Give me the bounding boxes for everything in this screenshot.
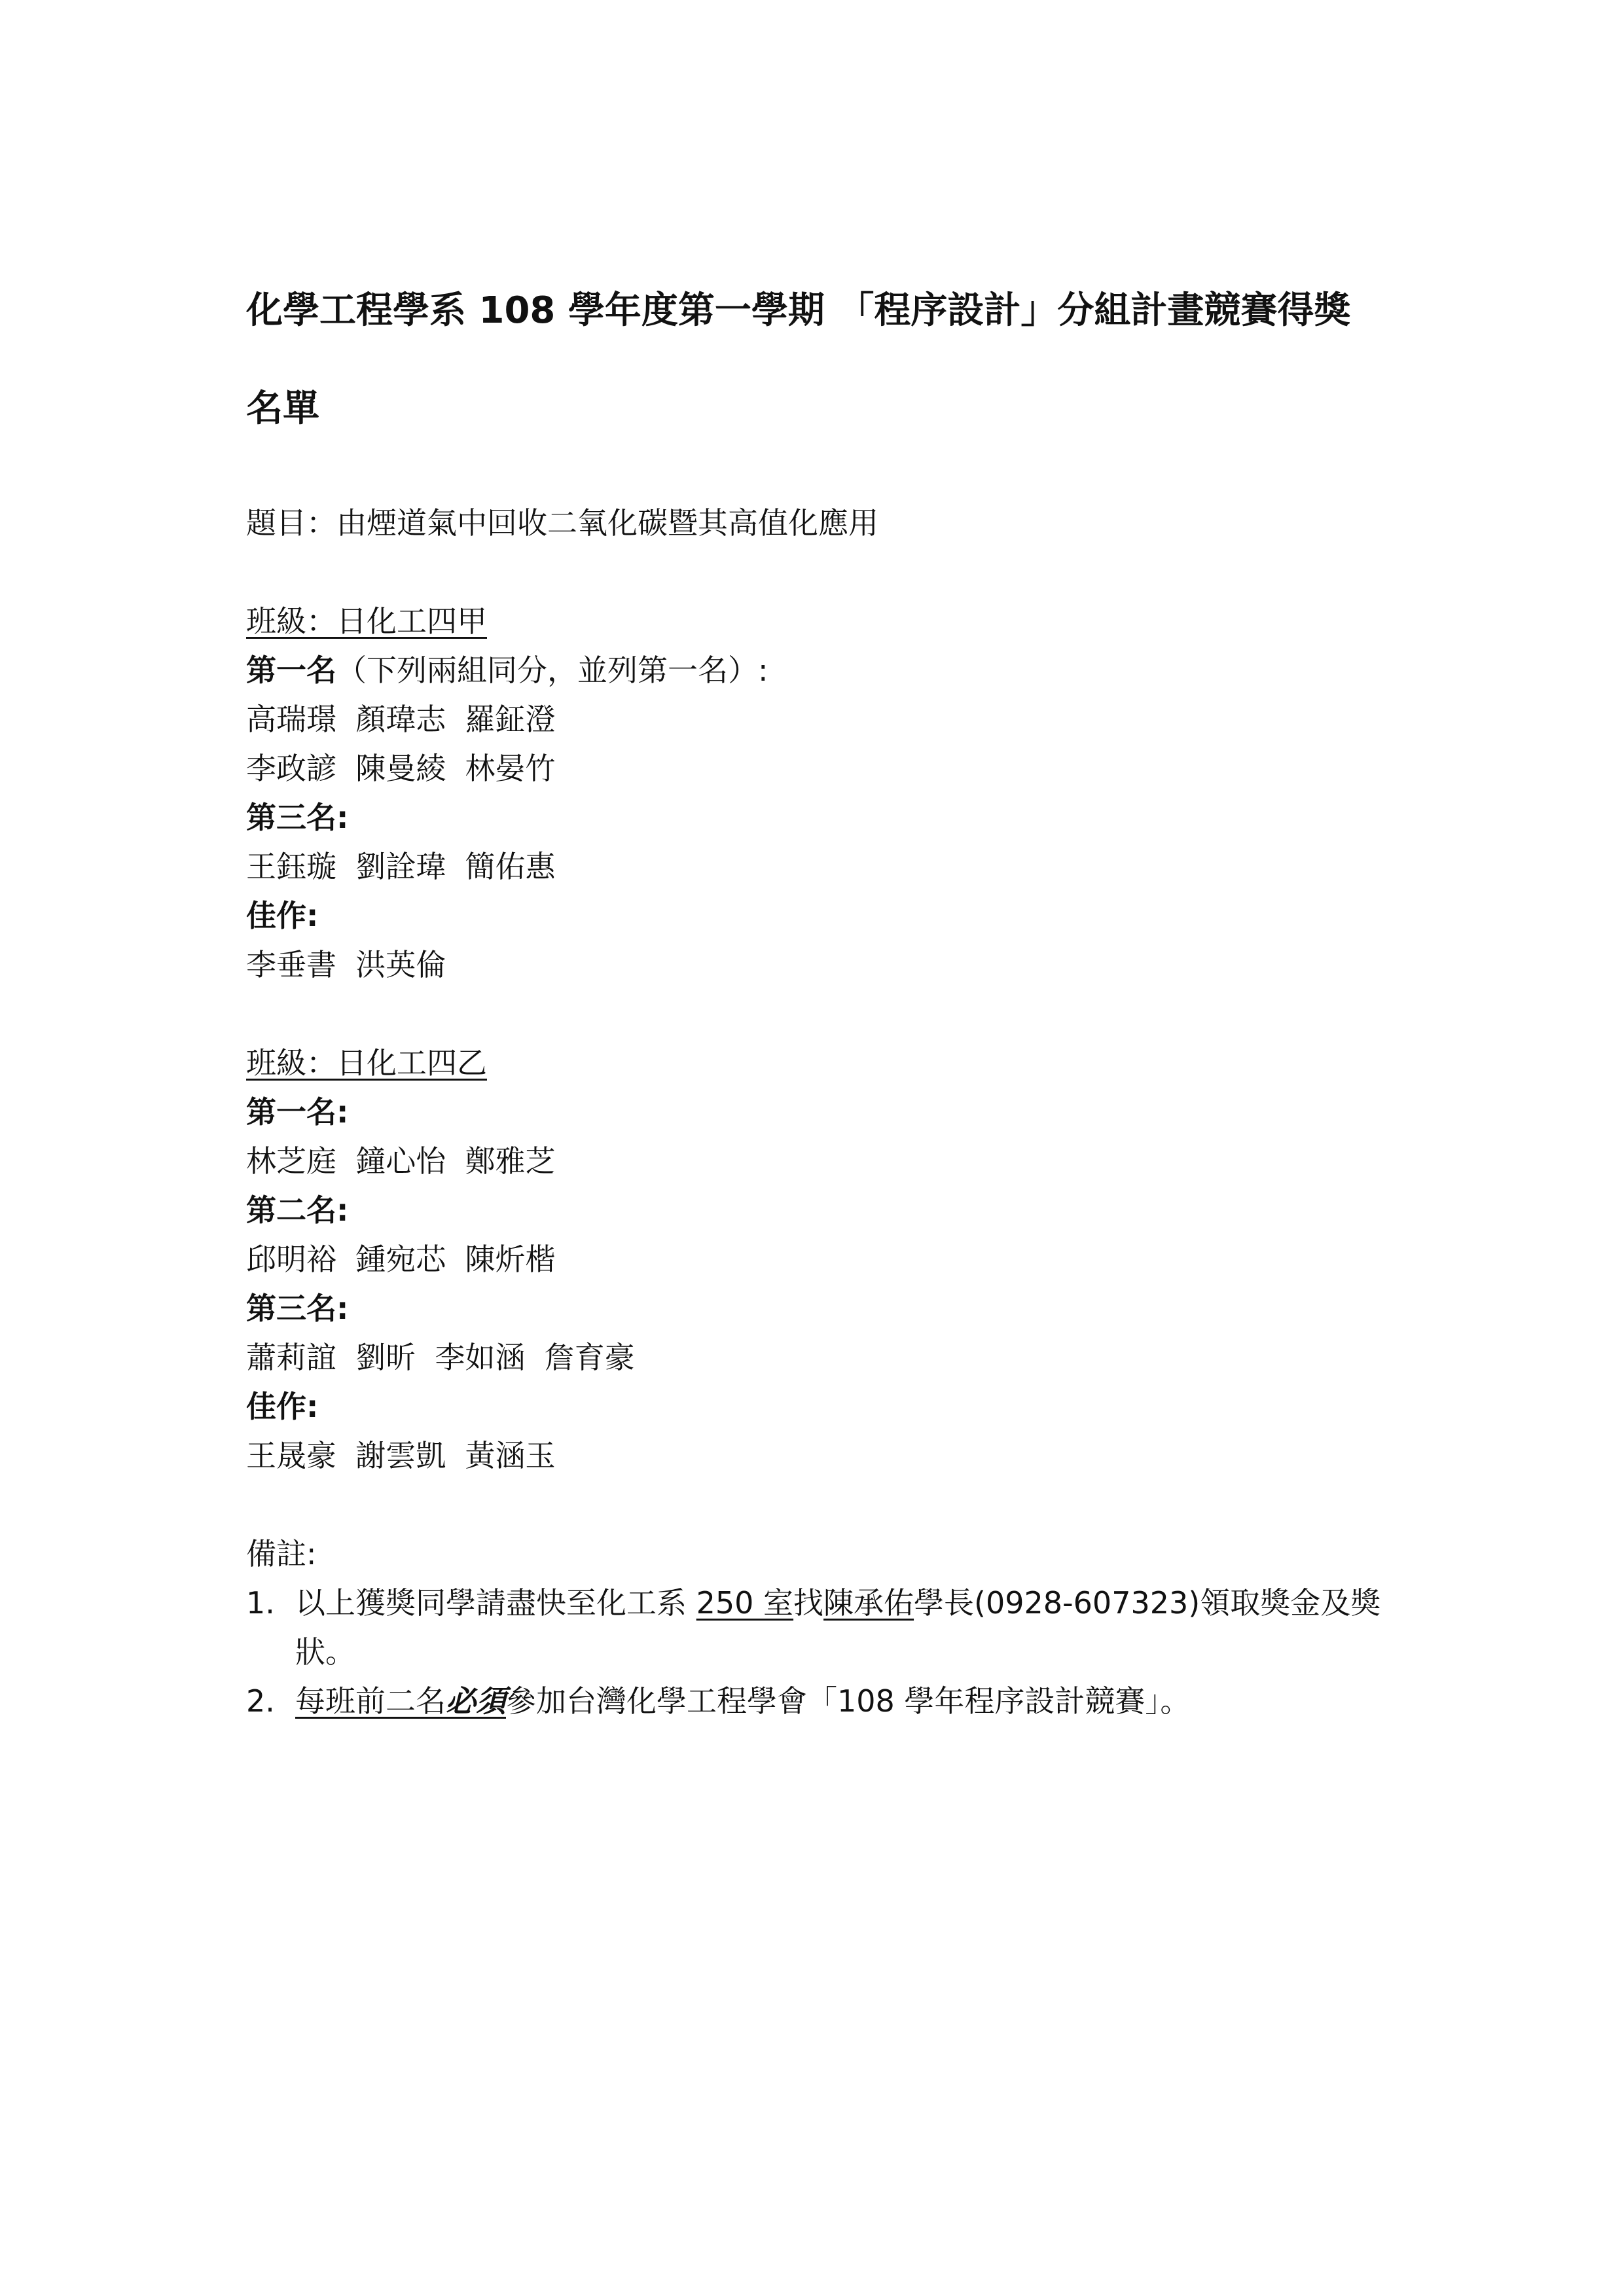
notes-section (246, 1530, 1392, 1726)
names-honorable-b: 王晟豪 謝雲凱 黃涵玉 (246, 1438, 556, 1473)
rank-heading-first-b: 第一名: (246, 1094, 349, 1130)
note-text-part: 每班前二名 (295, 1683, 446, 1719)
names-first-a-group1: 高瑞璟 顏瑋志 羅鉦澄 (246, 702, 556, 737)
note-number: 1. (246, 1585, 275, 1621)
contact-person: 陳承佑 (823, 1585, 914, 1621)
subject-line: 題目：由煙道氣中回收二氧化碳暨其高值化應用 (246, 505, 878, 541)
rank-heading-first-a (246, 646, 1392, 695)
rank-heading-second-b: 第二名: (246, 1193, 349, 1228)
names-third-b: 蕭莉誼 劉昕 李如涵 詹育豪 (246, 1340, 635, 1375)
note-item-2 (246, 1677, 1392, 1726)
note-text-part: 找 (793, 1585, 824, 1621)
document-page (246, 262, 1392, 1726)
rank-note: （下列兩組同分，並列第一名）: (336, 653, 768, 688)
names-second-b: 邱明裕 鍾宛芯 陳炘楷 (246, 1242, 556, 1277)
room-number: 250 室 (696, 1585, 794, 1621)
class-section-a (246, 597, 1392, 990)
rank-label: 第一名 (246, 653, 336, 688)
names-first-b: 林芝庭 鐘心怡 鄭雅芝 (246, 1143, 556, 1179)
note-text-part: 參加台灣化學工程學會「108 學年程序設計競賽」。 (506, 1683, 1191, 1719)
document-title (246, 262, 1392, 458)
rank-heading-honorable-b: 佳作: (246, 1389, 319, 1424)
title-line-1: 化學工程學系 108 學年度第一學期 「程序設計」分組計畫競賽得獎 (246, 289, 1351, 332)
title-line-2: 名單 (246, 387, 319, 430)
rank-heading-third-a: 第三名: (246, 800, 349, 835)
class-label-a: 班級：日化工四甲 (246, 603, 487, 639)
rank-heading-third-b: 第三名: (246, 1291, 349, 1326)
note-text-part: 以上獲獎同學請盡快至化工系 (295, 1585, 696, 1621)
rank-heading-honorable-a: 佳作: (246, 898, 319, 933)
note-text-part: 學長(0928-607323)領取獎金及獎狀。 (295, 1585, 1381, 1670)
class-section-b (246, 1039, 1392, 1480)
names-third-a: 王鈺璇 劉詮瑋 簡佑惠 (246, 849, 556, 884)
note-number: 2. (246, 1683, 275, 1719)
notes-heading: 備註: (246, 1536, 317, 1571)
class-label-b: 班級：日化工四乙 (246, 1045, 487, 1081)
names-first-a-group2: 李政諺 陳曼綾 林晏竹 (246, 751, 556, 786)
names-honorable-a: 李垂書 洪英倫 (246, 947, 446, 982)
note-text (295, 1579, 1392, 1677)
note-text (295, 1677, 1392, 1726)
note-emphasis: 必須 (446, 1683, 506, 1719)
note-underlined-part (295, 1683, 506, 1719)
note-item-1 (246, 1579, 1392, 1677)
